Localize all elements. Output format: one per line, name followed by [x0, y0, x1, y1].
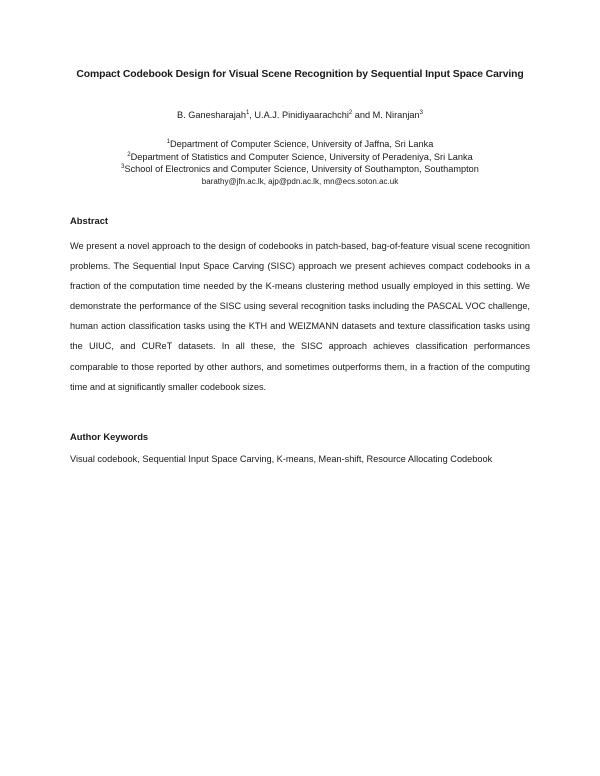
affiliation-number: 3 [121, 164, 125, 171]
author-name: M. Niranjan [372, 110, 420, 120]
keywords-text: Visual codebook, Sequential Input Space Carving, K-means, Mean-shift, Resource Allocating Codebook [70, 454, 493, 464]
author-affiliation-mark: 3 [419, 110, 423, 116]
author-name: U.A.J. Pinidiyaarachchi [254, 110, 349, 120]
author-emails: barathy@jfn.ac.lk, ajp@pdn.ac.lk, mn@ecs.soton.ac.uk [201, 176, 399, 186]
abstract-text: We present a novel approach to the design of codebooks in patch-based, bag-of-feature visual scene recognition problems. The Sequential Input Space Carving (SISC) approach we present achieves compact codebooks in a fraction of the computation time needed by the K-means clustering method usually employed in this setting. We demonstrate the performance of the SISC using several recognition tasks including the PASCAL VOC challenge, human action classification tasks using the KTH and WEIZMANN datasets and texture classification tasks using the UIUC, and CUReT datasets. In all these, the SISC approach achieves classification performances comparable to those reported by other authors, and sometimes outperforms them, in a fraction of the computing time and at significantly smaller codebook sizes. [70, 241, 530, 392]
author-separator: and [352, 110, 373, 120]
affiliation-number: 1 [166, 139, 170, 145]
keywords-heading: Author Keywords [70, 431, 149, 442]
affiliation-block [40, 138, 560, 188]
affiliation-text: School of Electronics and Computer Science, University of Southampton, Southampton [124, 164, 479, 175]
author-affiliation-mark: 1 [245, 110, 250, 116]
author-separator: , [249, 110, 255, 120]
affiliation-line [40, 163, 560, 176]
abstract-heading: Abstract [70, 215, 109, 226]
affiliation-text: Department of Statistics and Computer Science, University of Peradeniya, Sri Lanka [130, 151, 473, 162]
author-name: B. Ganesharajah [177, 110, 246, 120]
paper-title: Compact Codebook Design for Visual Scene Recognition by Sequential Input Space Carving [76, 69, 524, 80]
affiliation-line [40, 138, 560, 151]
affiliation-line [40, 151, 560, 164]
affiliation-number: 2 [127, 151, 131, 158]
affiliation-text: Department of Computer Science, University of Jaffna, Sri Lanka [170, 139, 434, 149]
author-list [40, 110, 560, 120]
author-affiliation-mark: 2 [348, 110, 353, 116]
